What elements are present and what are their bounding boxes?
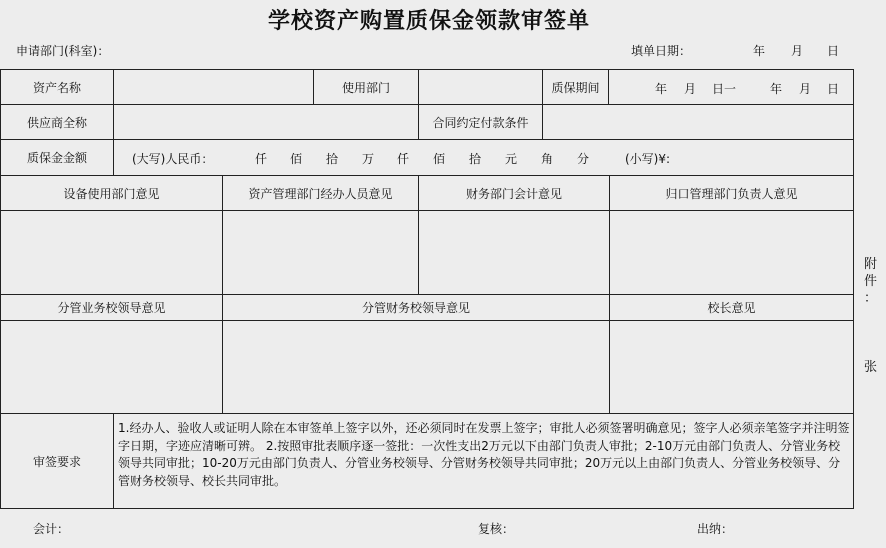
- opinion-header-using-dept: 设备使用部门意见: [63, 186, 160, 201]
- date-day-label: 日: [827, 44, 840, 58]
- asset-name-field[interactable]: [114, 70, 313, 104]
- using-dept-field[interactable]: [419, 70, 542, 104]
- opinion-field-finance-leader[interactable]: [223, 321, 609, 413]
- period-end-year: 年: [770, 82, 783, 96]
- contract-terms-label: 合同约定付款条件: [432, 115, 529, 130]
- opinion-field-asset-mgmt[interactable]: [223, 211, 418, 294]
- date-year-label: 年: [753, 44, 766, 58]
- requirements-label: 审签要求: [32, 454, 81, 469]
- opinion-field-finance-accountant[interactable]: [419, 211, 609, 294]
- applicant-dept-label: 申请部门(科室)：: [16, 44, 110, 58]
- period-end-day: 日: [827, 82, 840, 96]
- supplier-label: 供应商全称: [26, 115, 87, 130]
- period-start-day: 日一: [712, 82, 737, 96]
- attachment-char-2: 件: [864, 274, 878, 289]
- requirements-text: 1.经办人、验收人或证明人除在本审签单上签字以外，还必须同时在发票上签字；审批人必须签署明确意见；签字人必须亲笔签字并注明签字日期，字迹应清晰可辨。 2.按照审批表顺序逐一签批：一次性支出2万元以下由部门负责人审批；2-10万元由部门负责人、分管业务校领导共同审批；10-20万元由部门负责人、分管业务校领导、分管财务校领导共同审批；20万元以上由部门负责人、分管业务校领导、分管财务校领导、校长共同审批。: [118, 421, 850, 488]
- attachment-sheets-label: 张: [864, 360, 878, 375]
- unit-jiao: 角: [541, 152, 554, 166]
- unit-qian-2: 仟: [397, 152, 410, 166]
- unit-bai: 佰: [290, 152, 303, 166]
- period-start-month: 月: [684, 82, 697, 96]
- opinion-field-principal[interactable]: [610, 321, 853, 413]
- cashier-label: 出纳：: [697, 522, 734, 536]
- unit-wan: 万: [362, 152, 375, 166]
- accountant-label: 会计：: [33, 522, 70, 536]
- unit-bai-2: 佰: [433, 152, 446, 166]
- opinion-header-asset-mgmt: 资产管理部门经办人员意见: [248, 186, 393, 201]
- opinion-field-business-leader[interactable]: [1, 321, 222, 413]
- warranty-period-label: 质保期间: [551, 80, 600, 95]
- deposit-amount-label: 质保金金额: [26, 151, 87, 165]
- fill-date-label: 填单日期：: [631, 44, 692, 58]
- supplier-field[interactable]: [114, 105, 418, 139]
- opinion-header-principal: 校长意见: [707, 301, 756, 315]
- unit-qian: 仟: [255, 152, 268, 166]
- unit-shi: 拾: [326, 152, 339, 166]
- opinion-header-dept-head: 归口管理部门负责人意见: [665, 186, 798, 201]
- opinion-header-finance-accountant: 财务部门会计意见: [465, 186, 562, 201]
- asset-name-label: 资产名称: [32, 80, 81, 95]
- unit-shi-2: 拾: [469, 152, 482, 166]
- attachment-colon: ：: [864, 291, 878, 306]
- unit-yuan: 元: [505, 152, 518, 166]
- period-end-month: 月: [799, 82, 812, 96]
- opinion-field-using-dept[interactable]: [1, 211, 222, 294]
- date-month-label: 月: [791, 44, 804, 58]
- period-start-year: 年: [655, 82, 668, 96]
- using-dept-label: 使用部门: [341, 80, 390, 95]
- form-title: 学校资产购置质保金领款审签单: [267, 9, 590, 34]
- unit-fen: 分: [577, 152, 590, 166]
- contract-terms-field[interactable]: [543, 105, 853, 139]
- opinion-header-finance-leader: 分管财务校领导意见: [361, 301, 470, 315]
- rmb-upper-label: (大写)人民币：: [132, 152, 214, 166]
- attachment-char-1: 附: [864, 257, 878, 272]
- rmb-lower-label: (小写)¥:: [625, 152, 671, 166]
- opinion-field-dept-head[interactable]: [610, 211, 853, 294]
- opinion-header-business-leader: 分管业务校领导意见: [57, 301, 166, 315]
- reviewer-label: 复核：: [478, 522, 515, 536]
